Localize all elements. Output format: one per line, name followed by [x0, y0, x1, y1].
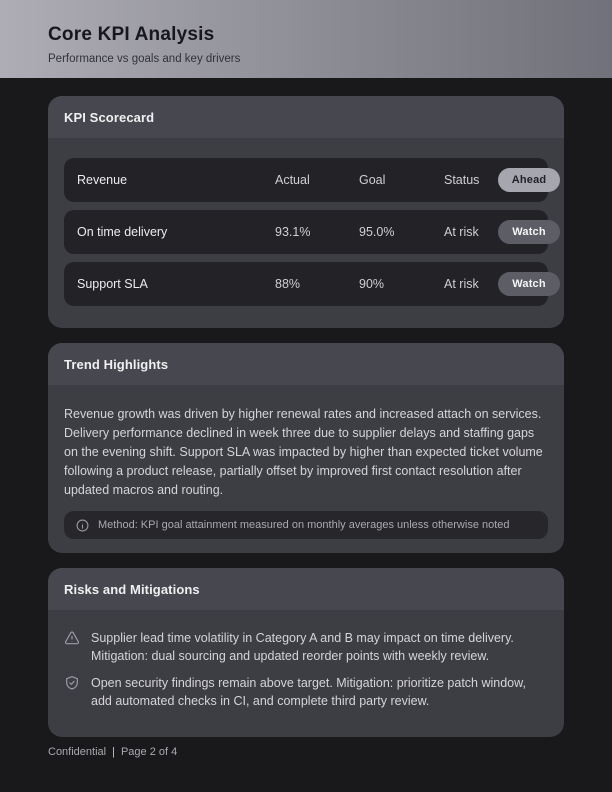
warning-triangle-icon: [64, 630, 80, 646]
kpi-status-value: Status: [444, 173, 480, 187]
table-row: [64, 262, 548, 306]
risk-text: Open security findings remain above target. Mitigation: prioritize patch window, add automated checks in CI, and complete third party review.: [91, 676, 526, 708]
kpi-metric-label: On time delivery: [77, 225, 168, 239]
status-badge: Watch: [498, 272, 560, 296]
kpi-actual-value: 93.1%: [275, 225, 311, 239]
kpi-goal-value: Goal: [359, 173, 386, 187]
kpi-status-value: At risk: [444, 225, 479, 239]
risks-mitigations-title: Risks and Mitigations: [64, 582, 200, 597]
info-icon: [76, 519, 89, 532]
kpi-actual-value: 88%: [275, 277, 301, 291]
method-note-text: Method: KPI goal attainment measured on monthly averages unless otherwise noted: [98, 519, 510, 531]
page-footer: [48, 746, 177, 758]
page-number: Page 2 of 4: [120, 746, 178, 758]
page-subtitle: Performance vs goals and key drivers: [48, 53, 241, 65]
risks-mitigations-card: [48, 568, 564, 737]
risk-text: Supplier lead time volatility in Category A and B may impact on time delivery. Mitigation: dual sourcing and updated reorder points with weekly review.: [91, 631, 514, 663]
list-item: [64, 674, 548, 710]
kpi-actual-value: Actual: [275, 173, 310, 187]
kpi-scorecard-body: [48, 138, 564, 328]
risks-mitigations-body: [48, 610, 564, 737]
status-badge: Ahead: [498, 168, 560, 192]
shield-check-icon: [64, 675, 80, 691]
trend-paragraph: Revenue growth was driven by higher renewal rates and increased attach on services. Delivery performance declined in week three due to supplier delays and staffing gaps on the evening shift. Support SLA was impacted by higher than expected ticket volume following a product release, partially offset by improved first contact resolution after updated macros and routing.: [64, 407, 543, 497]
kpi-metric-label: Revenue: [77, 173, 128, 187]
kpi-goal-value: 90%: [359, 277, 385, 291]
trend-highlights-body: [48, 385, 564, 553]
page-header: [0, 0, 612, 78]
list-item: [64, 629, 548, 665]
kpi-scorecard-card-header: [48, 96, 564, 138]
footer-separator: |: [112, 746, 115, 758]
kpi-metric-label: Support SLA: [77, 277, 148, 291]
method-note: [64, 511, 548, 539]
table-row: [64, 158, 548, 202]
kpi-scorecard-card: [48, 96, 564, 328]
kpi-scorecard-title: KPI Scorecard: [64, 110, 155, 125]
page-content: [0, 78, 612, 737]
trend-highlights-card: [48, 343, 564, 553]
confidential-label: Confidential: [48, 746, 107, 758]
kpi-status-value: At risk: [444, 277, 479, 291]
risks-mitigations-card-header: [48, 568, 564, 610]
kpi-goal-value: 95.0%: [359, 225, 395, 239]
trend-highlights-title: Trend Highlights: [64, 357, 169, 372]
status-badge: Watch: [498, 220, 560, 244]
page-title: Core KPI Analysis: [48, 24, 215, 45]
table-row: [64, 210, 548, 254]
trend-highlights-card-header: [48, 343, 564, 385]
